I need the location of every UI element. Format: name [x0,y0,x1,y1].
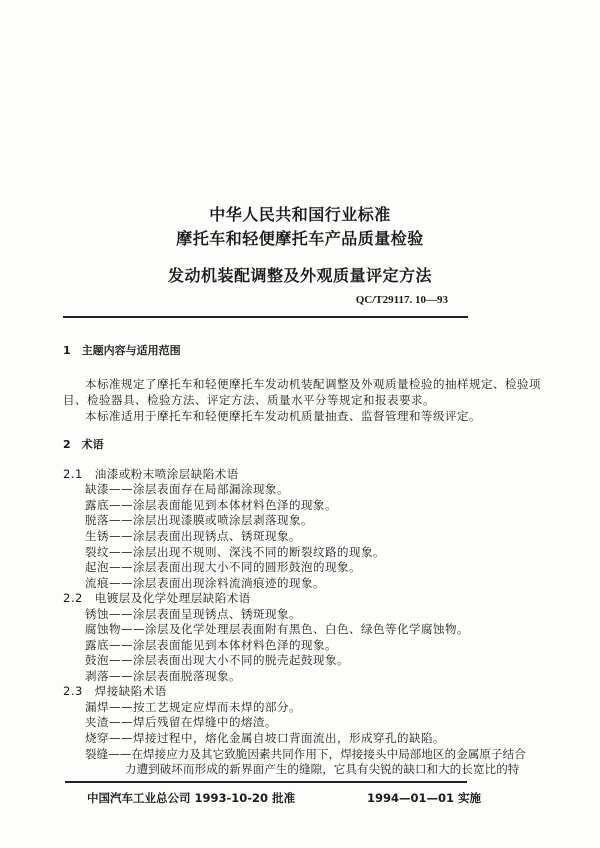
term-item: 脱落——涂层出现漆膜或喷涂层剥落现象。 [85,513,313,527]
section1-heading: 1 主题内容与适用范围 [63,344,181,357]
term-item: 起泡——涂层表面出现大小不同的圆形鼓泡的现象。 [85,560,361,574]
standard-code: QC/T29117. 10—93 [355,294,448,306]
header-rule [63,316,468,318]
document-title: 发动机装配调整及外观质量评定方法 [167,266,432,285]
sub1-heading: 2.1 油漆或粉末喷涂层缺陷术语 [63,467,239,481]
term-item: 裂缝——在焊接应力及其它致脆因素共同作用下，焊接接头中局部地区的金属原子结合 [85,747,526,761]
section2-heading: 2 术语 [63,438,104,451]
footer-rule [65,781,467,783]
term-continuation: 力遭到破坏而形成的新界面产生的缝隙，它具有尖锐的缺口和大的长宽比的特 [125,762,520,776]
term-item: 裂纹——涂层出现不规则、深浅不同的断裂纹路的现象。 [85,545,385,559]
sub3-heading: 2.3 焊接缺陷术语 [63,684,167,698]
term-item: 缺漆——涂层表面存在局部漏涂现象。 [85,482,289,496]
term-item: 生锈——涂层表面出现锈点、锈斑现象。 [85,529,301,543]
section1-para1-line1: 本标准规定了摩托车和轻便摩托车发动机装配调整及外观质量检验的抽样规定、检验项 [85,377,541,391]
term-item: 锈蚀——涂层表面呈现锈点、锈斑现象。 [85,607,301,621]
header-line1: 中华人民共和国行业标准 [209,205,391,224]
sub2-heading: 2.2 电镀层及化学处理层缺陷术语 [63,591,251,605]
term-item: 露底——涂层表面能见到本体材料色泽的现象。 [85,498,337,512]
section1-para2: 本标准适用于摩托车和轻便摩托车发动机质量抽查、监督管理和等级评定。 [85,409,481,423]
term-item: 剥落——涂层表面脱落现象。 [85,669,241,683]
term-item: 烧穿——焊接过程中，熔化金属自坡口背面流出，形成穿孔的缺陷。 [85,731,445,745]
section1-para1-line2: 目、检验器具、检验方法、评定方法、质量水平分等规定和报表要求。 [63,393,435,407]
term-item: 夹渣——焊后残留在焊缝中的熔渣。 [85,715,277,729]
term-item: 漏焊——按工艺规定应焊而未焊的部分。 [85,700,301,714]
term-item: 鼓泡——涂层表面出现大小不同的脱壳起鼓现象。 [85,653,349,667]
effective-date: 1994—01—01 实施 [367,791,482,805]
header-line2: 摩托车和轻便摩托车产品质量检验 [176,229,424,248]
term-item: 流痕——涂层表面出现涂料流淌痕迹的现象。 [85,576,325,590]
term-item: 腐蚀物——涂层及化学处理层表面附有黑色、白色、绿色等化学腐蚀物。 [85,622,469,636]
approval-text: 中国汽车工业总公司 1993-10-20 批准 [87,791,296,805]
term-item: 露底——涂层表面能见到本体材料色泽的现象。 [85,638,337,652]
